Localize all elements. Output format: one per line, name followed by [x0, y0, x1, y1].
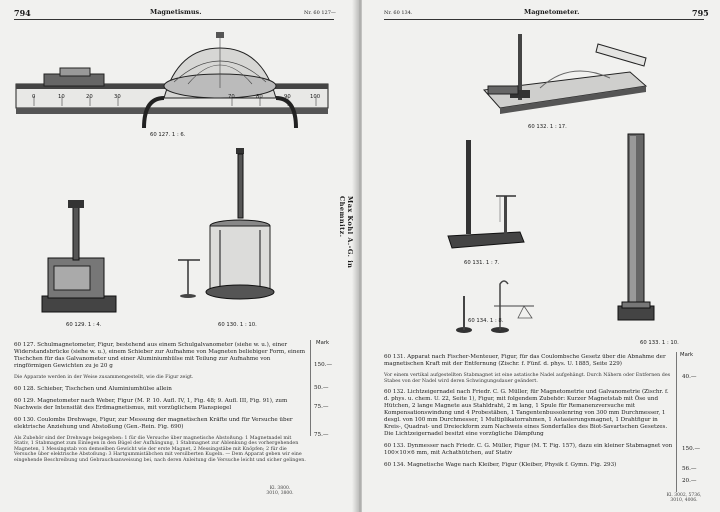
header-ref: Nr. 60 134. — [384, 10, 413, 16]
entry-price: 56.— — [682, 466, 697, 472]
figure-caption: 60 133. 1 : 10. — [640, 340, 679, 346]
catalog-entry: 60 130. Coulombs Drehwage, Figur, zur Messung der magnetischen Kräfte und für Versuche über elektrische Anziehung und Abstoßung (Gen.-Rein. Fig. 690) — [14, 416, 293, 430]
magnetic-balance-illustration — [454, 276, 544, 336]
scale-tick-labels — [14, 94, 334, 104]
price-column-rule — [676, 352, 677, 492]
entry-text: 60 127. Schulmagnetometer, Figur, bestehend aus einem Schulgalvanometer (siehe w. u.), einer Widerstandsbrücke (siehe w. u.), einem Schieber zur Aufnahme von Magneten beliebiger Form, einem Tischchen für das Galvanometer und einer Aluminiumhülse mit Teilung zur Aufnahme von ringförmigen Gewichten zu je 20 g — [14, 342, 306, 369]
figure-caption: 60 129. 1 : 4. — [66, 322, 102, 328]
tick-label: 20 — [86, 94, 93, 100]
catalog-entries — [384, 354, 674, 474]
tick-label: 30 — [114, 94, 121, 100]
entry-price: 75.— — [314, 432, 329, 438]
tick-label: 0 — [32, 94, 36, 100]
catalog-entries — [14, 342, 306, 469]
publisher-spine-text: Max Kohl A.-G. in Chemnitz. — [338, 196, 354, 269]
catalog-entry: 60 132. Lichtzeigernadel nach Friedr. C. G. Müller, für Magnetometrie und Galvanometrie (Zischr. f. d. phys. u. chem. U. 22, Seite 1), Figur, mit folgendem Zubehör: Kurzer Magnetstab mit Öse und Hütchen, 2 lange Magnete aus Stahldraht, 2 m lang, 1 Spule für Remanenzversuche mit Kompensationswindung und 4 Probestäben, 1 Tangentenbussolenring von 300 mm Durchmesser, 1 desgl. von 100 mm Durchmesser, 1 Multiplikatorrahmen, 1 Astasierungsmagnet, 1 Drahtfigur in Kreis-, Quadrat- und Dreieckform zum Nachweis eines Sonderfalles des Biot-Savartschen Gesetzes. Die Lichtzeigernadel besitzt eine vorzügliche Dämpfung — [384, 389, 669, 438]
fischer-menteuer-apparatus-illustration — [446, 136, 526, 254]
catalog-entry: 60 129. Magnetometer nach Weber, Figur (M. P. 10. Aufl. IV, 1, Fig. 48; 9. Aufl. III, Fig. 91), zum Nachweis der Intensität des Erdmagnetismus, mit vorzüglichem Planspiegel — [14, 397, 288, 411]
price-column-header: Mark — [316, 340, 330, 346]
entry-price: 150.— — [314, 362, 333, 368]
entry-note: Als Zubehör sind der Drehwage beigegeben: 1 für die Versuche über magnetische Abstoßung: 1 Magnetnadel mit Stativ, 1 Stabmagnet zum Einlegen in den Bügel der Aufhängung, 1 Stabmagnet zur Ablenkung des vorhergehenden Magneten, 1 Messingstab von demselben Gewicht wie der erste Magnet, 2 Messingstäbe mit Knöpfen; 2 für die Versuche über elektrische Abstoßung: 3 Hartgummistäbchen mit versilberten Kugeln. — Dem Apparat geben wir eine eingehende Beschreibung und Gebrauchsanweisung bei, nach deren Anleitung die Versuche leicht und sicher gelingen. — [14, 435, 306, 463]
catalog-entry: 60 133. Dynmesser nach Friedr. C. G. Müller, Figur (M. T. Fig. 157), dazu ein kleiner Stabmagnet von 100×10×6 mm, mit Achathütchen, auf Stativ — [384, 443, 673, 457]
tick-label: 100 — [310, 94, 321, 100]
entry-price: 75.— — [314, 404, 329, 410]
header-rule — [384, 19, 704, 20]
catalog-entry — [14, 342, 306, 370]
entry-price: 40.— — [682, 374, 697, 380]
footer-reference — [652, 493, 716, 503]
header-rule — [14, 19, 334, 20]
entry-price: 50.— — [314, 385, 329, 391]
coulomb-torsion-balance-illustration — [176, 144, 280, 320]
left-page — [0, 0, 358, 512]
footer-line: 3010, 4006. — [670, 498, 698, 503]
header-ref: Nr. 60 127— — [304, 10, 336, 16]
catalog-entry: 60 128. Schieber, Tischchen und Aluminiumhülse allein — [14, 385, 172, 392]
figure-caption: 60 131. 1 : 7. — [464, 260, 500, 266]
tick-label: 70 — [228, 94, 235, 100]
entry-note: Vor einem vertikal aufgestellten Stabmagnet ist eine astatische Nadel aufgehängt. Durch Nähern oder Entfernen des Stabes von der Nadel wird deren Schwingungsdauer geändert. — [384, 373, 671, 384]
catalog-entry: 60 134. Magnetische Wage nach Kleiber, Figur (Kleiber, Physik f. Gymn. Fig. 293) — [384, 462, 617, 469]
running-title: Magnetismus. — [150, 8, 202, 16]
right-page — [362, 0, 720, 512]
running-title: Magnetometer. — [524, 8, 580, 16]
tick-label: 80 — [256, 94, 263, 100]
footer-line: Kl. 3002, 5736, — [666, 493, 702, 498]
catalog-entry: 60 131. Apparat nach Fischer-Menteuer, Figur, für das Coulombsche Gesetz über die Abnahme der magnetischen Kraft mit der Entfernung (Zischr. f. Fünf. d. phys. U. 1885, Seite 229) — [384, 354, 666, 367]
weber-magnetometer-illustration — [38, 196, 118, 320]
magnetometer-bench-illustration — [14, 28, 334, 128]
figure-caption: 60 127. 1 : 6. — [150, 132, 186, 138]
figure-caption: 60 132. 1 : 17. — [528, 124, 567, 130]
entry-price: 150.— — [682, 446, 701, 452]
figure-caption: 60 130. 1 : 10. — [218, 322, 257, 328]
page-number: 795 — [692, 8, 709, 18]
figure-caption: 60 134. 1 : 8. — [468, 318, 504, 324]
entry-note: Die Apparate werden in der Weise zusammengestellt, wie die Figur zeigt. — [14, 375, 194, 380]
footer-line: 3010, 3800. — [266, 491, 294, 496]
price-column-rule — [310, 340, 311, 436]
footer-reference — [250, 486, 310, 496]
price-column-header: Mark — [680, 352, 694, 358]
tick-label: 90 — [284, 94, 291, 100]
page-number: 794 — [14, 8, 31, 18]
light-pointer-needle-illustration — [480, 30, 650, 120]
dynamometer-illustration — [616, 132, 656, 328]
tick-label: 10 — [58, 94, 65, 100]
entry-price: 20.— — [682, 478, 697, 484]
footer-line: Kl. 3800. — [269, 486, 291, 491]
